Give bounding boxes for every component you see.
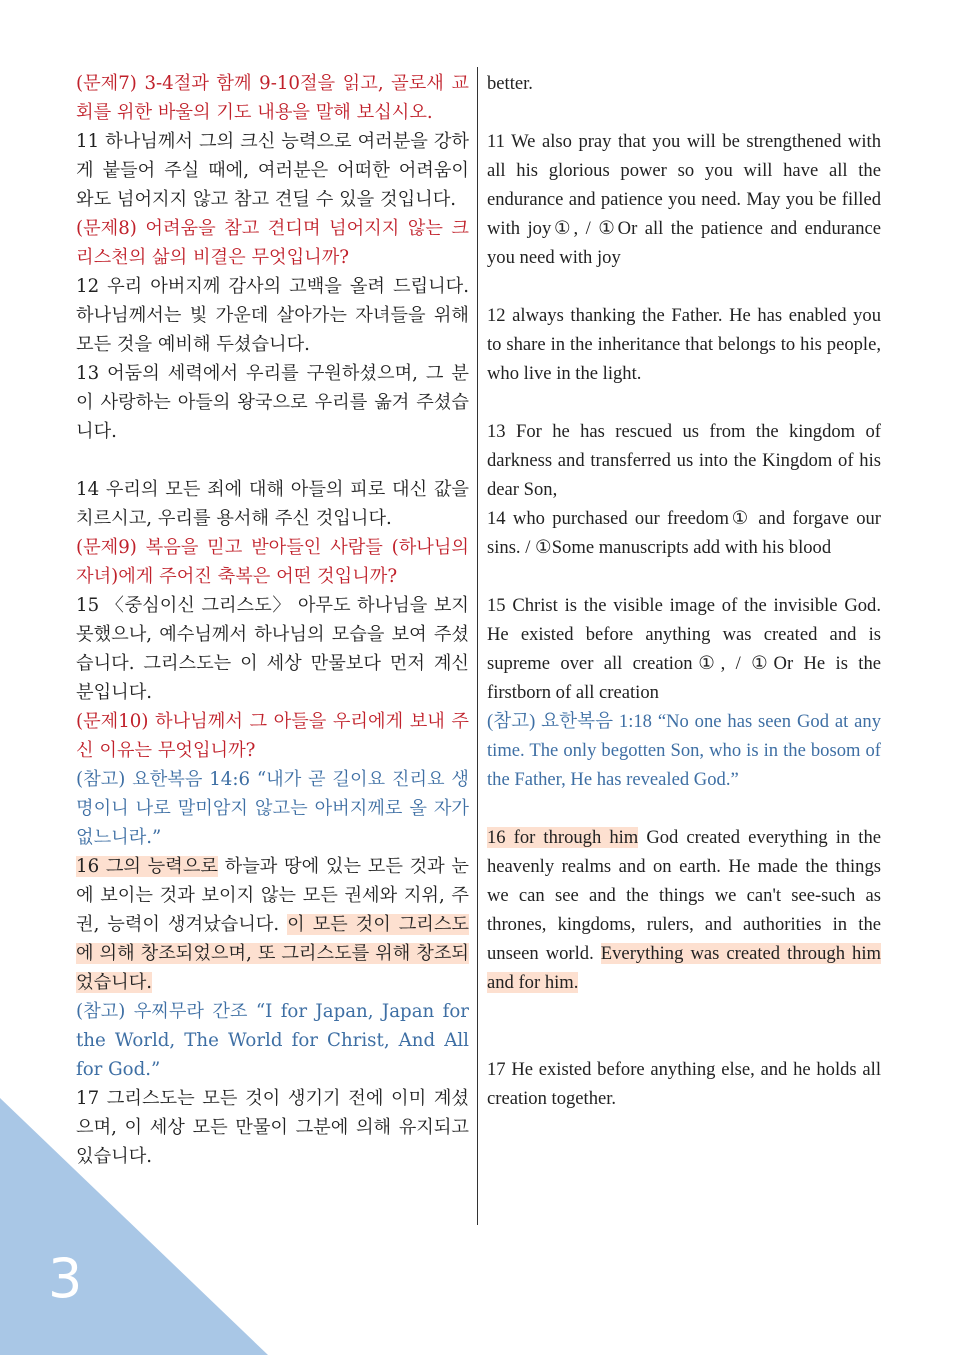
- verse-14-ko: 14 우리의 모든 죄에 대해 아들의 피로 대신 값을 치르시고, 우리를 용서해 주신 것입니다.: [76, 479, 469, 529]
- verse-15-en: 15 Christ is the visible image of the invisible God. He existed before anything was created and is supreme over all creation①, / ①Or He is the firstborn of all creation: [487, 595, 881, 703]
- page-number: 3: [48, 1247, 83, 1310]
- verse-11-en: 11 We also pray that you will be strengthened with all his glorious power so you will have all the endurance and patience you need. May you be filled with joy①, / ①Or all the patience and endurance you need with joy: [487, 131, 881, 268]
- verse-16-en: [487, 823, 881, 997]
- korean-column: [76, 69, 469, 1171]
- verse-17-en: 17 He existed before anything else, and he holds all creation together.: [487, 1059, 881, 1109]
- verse-16-en-body: God created everything in the heavenly realms and on earth. He made the things we can see and the things we can't see-such as thrones, kingdoms, rulers, and authorities in the unseen world.: [487, 827, 881, 964]
- verse-16-ko-body: 하늘과 땅에 있는 모든 것과 눈에 보이는 것과 보이지 않는 모든 권세와 지위, 주권, 능력이 생겨났습니다.: [76, 856, 469, 935]
- reference-john-1-18: (참고) 요한복음 1:18 “No one has seen God at any time. The only begotten Son, who is in the bosom of the Father, He has revealed God.”: [487, 711, 881, 790]
- reference-uchimura: (참고) 우찌무라 간조 “I for Japan, Japan for the World, The World for Christ, And All for God.”: [76, 1001, 469, 1080]
- verse-15-ko: 15 〈중심이신 그리스도〉 아무도 하나님을 보지 못했으나, 예수님께서 하나님의 모습을 보여 주셨습니다. 그리스도는 이 세상 만물보다 먼저 계신 분입니다.: [76, 595, 469, 703]
- english-column: [487, 69, 881, 1113]
- verse-16-ko: [76, 852, 469, 997]
- verse-16-ko-highlight-1: 16 그의 능력으로: [76, 856, 218, 877]
- verse-17-ko: 17 그리스도는 모든 것이 생기기 전에 이미 계셨으며, 이 세상 모든 만물이 그분에 의해 유지되고 있습니다.: [76, 1088, 469, 1167]
- verse-13-ko: 13 어둠의 세력에서 우리를 구원하셨으며, 그 분이 사랑하는 아들의 왕국으로 우리를 옮겨 주셨습니다.: [76, 363, 469, 442]
- question-8: (문제8) 어려움을 참고 견디며 넘어지지 않는 크리스천의 삶의 비결은 무엇입니까?: [76, 218, 469, 268]
- question-10: (문제10) 하나님께서 그 아들을 우리에게 보내 주신 이유는 무엇입니까?: [76, 711, 469, 761]
- column-divider: [477, 67, 478, 1225]
- verse-11-ko: 11 하나님께서 그의 크신 능력으로 여러분을 강하게 붙들어 주실 때에, 여러분은 어떠한 어려움이 와도 넘어지지 않고 참고 견딜 수 있을 것입니다.: [76, 131, 469, 210]
- verse-12-en: 12 always thanking the Father. He has enabled you to share in the inheritance that belongs to his people, who live in the light.: [487, 305, 881, 384]
- reference-john-14-6: (참고) 요한복음 14:6 “내가 곧 길이요 진리요 생명이니 나로 말미암지 않고는 아버지께로 올 자가 없느니라.”: [76, 769, 469, 848]
- verse-16-ko-highlight-2: 이 모든 것이 그리스도에 의해 창조되었으며, 또 그리스도를 위해 창조되었습니다.: [76, 914, 469, 993]
- question-9: (문제9) 복음을 믿고 받아들인 사람들 (하나님의 자녀)에게 주어진 축복은 어떤 것입니까?: [76, 537, 469, 587]
- verse-10-end-en: better.: [487, 73, 533, 94]
- verse-14-en: 14 who purchased our freedom① and forgave our sins. / ①Some manuscripts add with his blood: [487, 508, 881, 558]
- question-7: (문제7) 3-4절과 함께 9-10절을 읽고, 골로새 교회를 위한 바울의 기도 내용을 말해 보십시오.: [76, 73, 469, 123]
- verse-13-en: 13 For he has rescued us from the kingdom of darkness and transferred us into the Kingdom of his dear Son,: [487, 421, 881, 500]
- verse-12-ko: 12 우리 아버지께 감사의 고백을 올려 드립니다. 하나님께서는 빛 가운데 살아가는 자녀들을 위해 모든 것을 예비해 두셨습니다.: [76, 276, 469, 355]
- verse-16-en-highlight-1: 16 for through him: [487, 827, 639, 848]
- verse-16-en-highlight-2: Everything was created through him and for him.: [487, 943, 881, 993]
